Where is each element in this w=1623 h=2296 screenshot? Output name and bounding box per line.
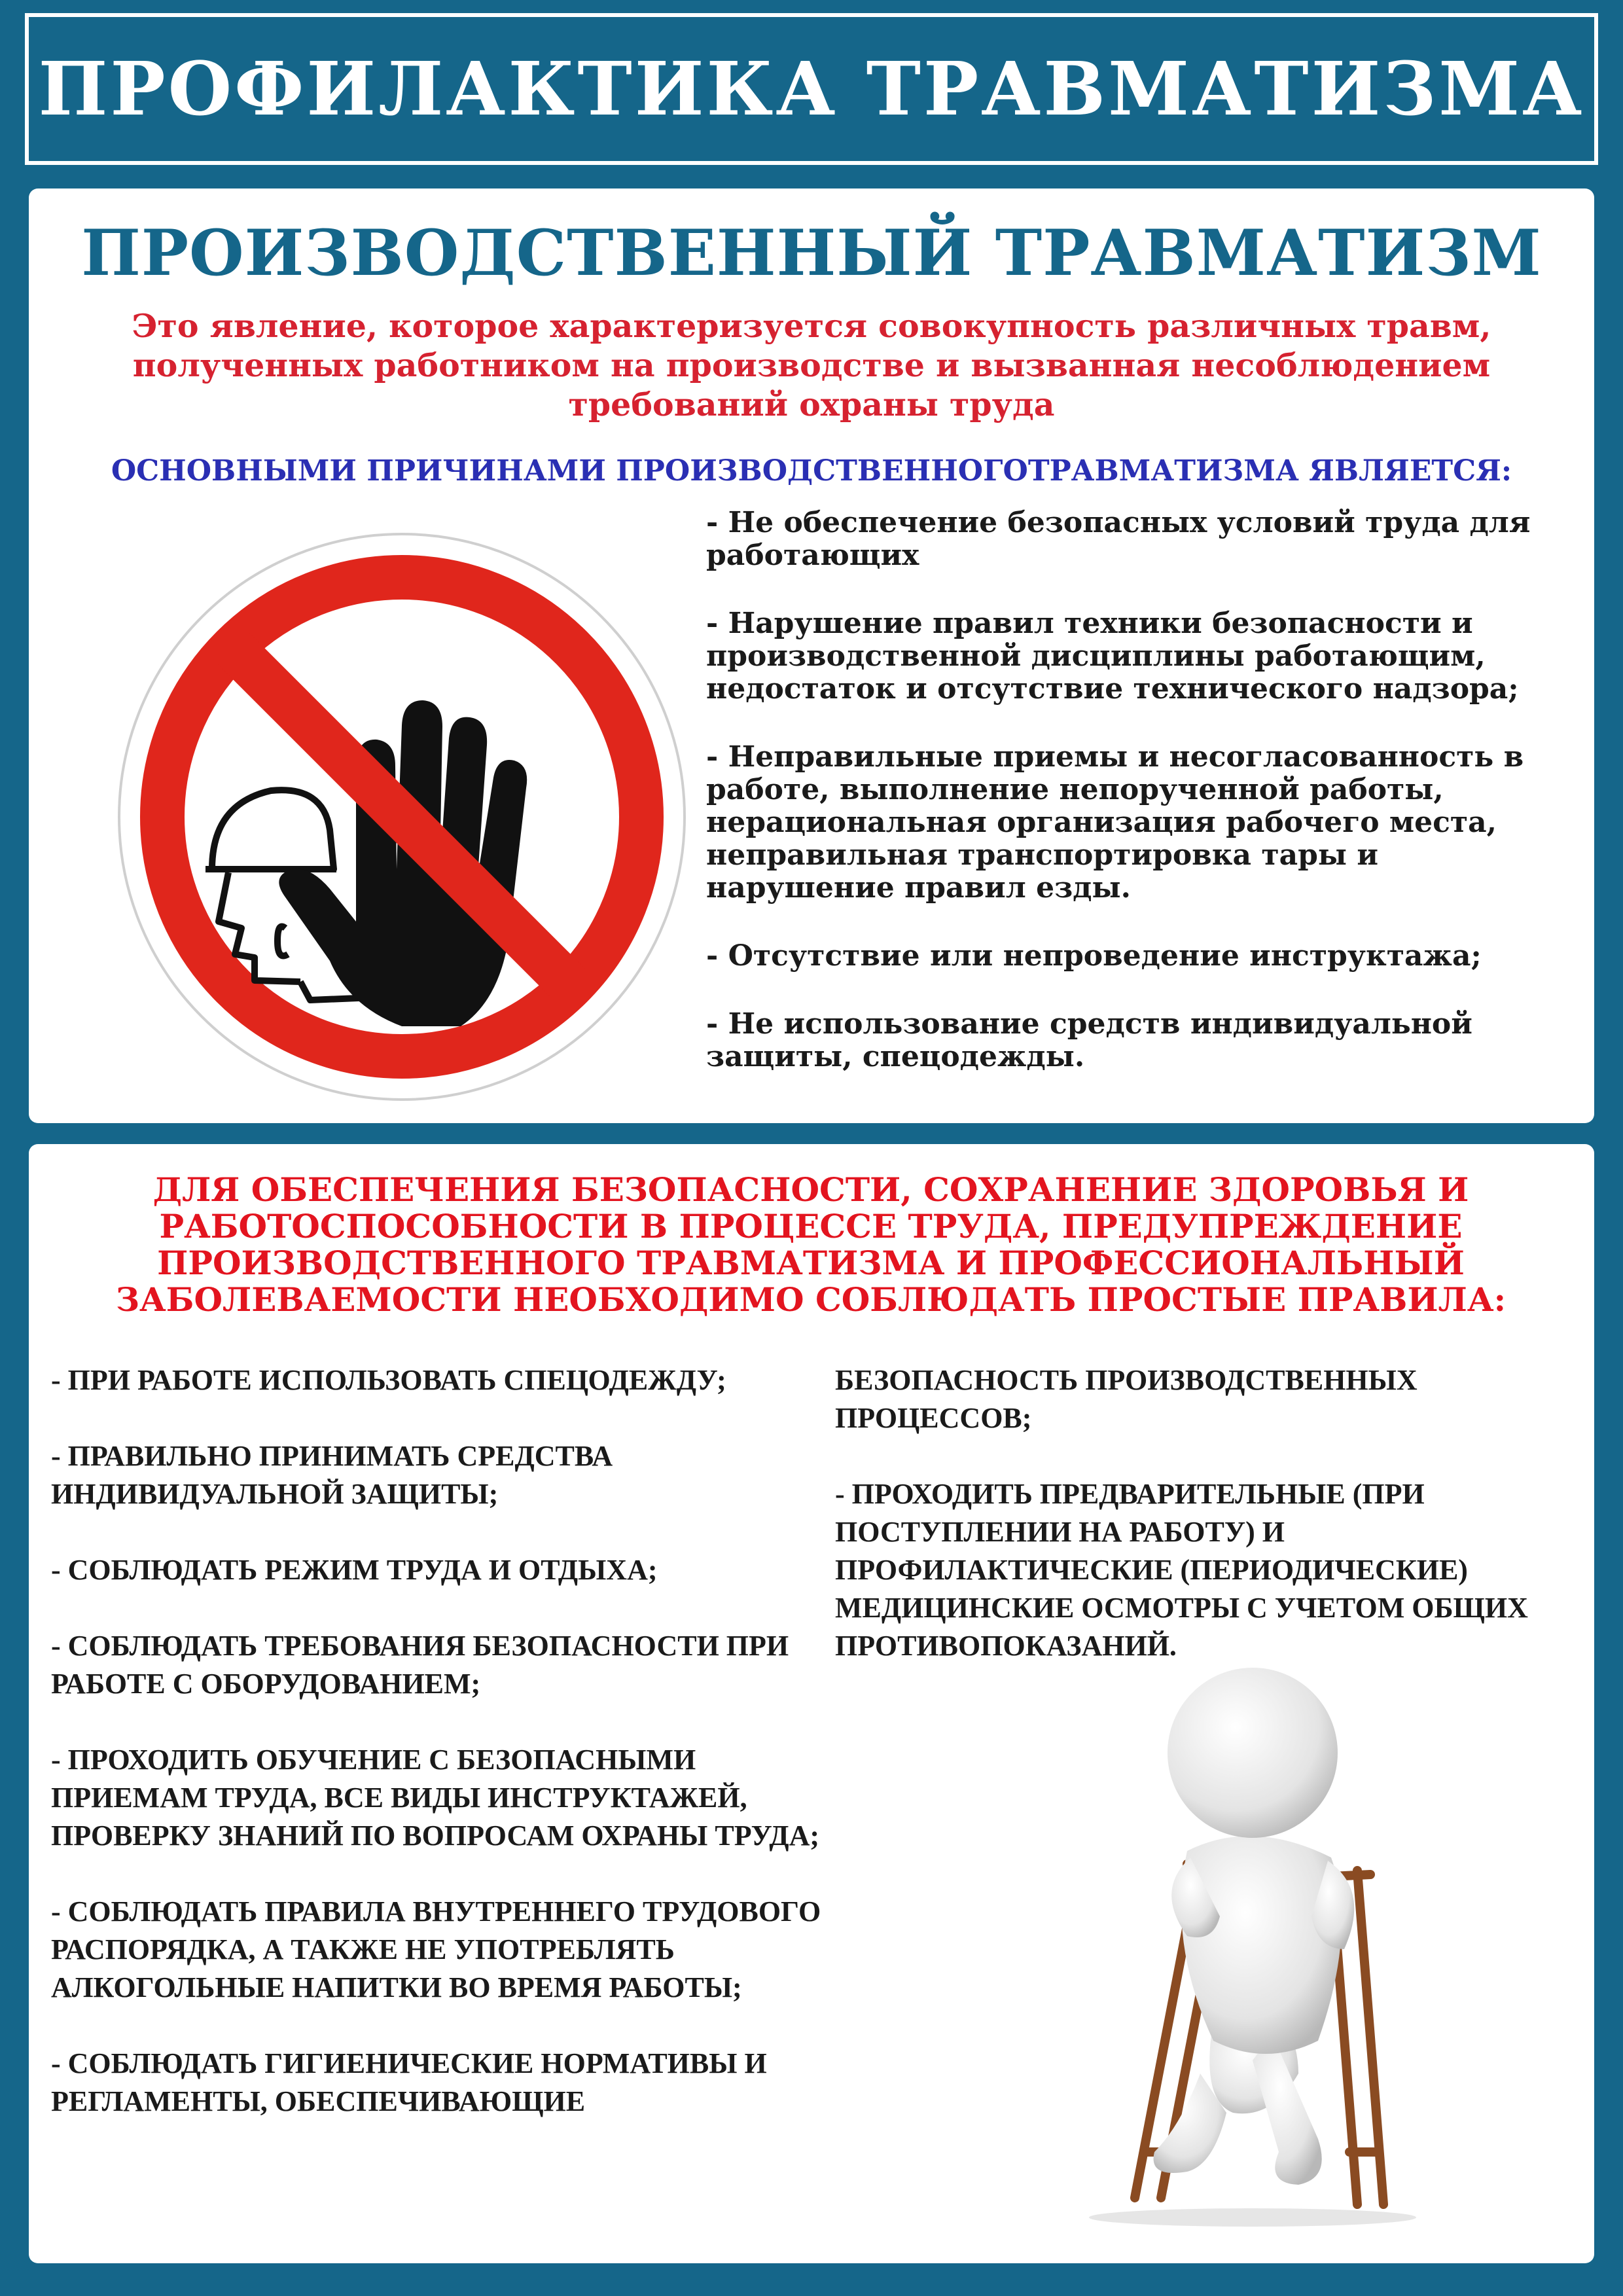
rule-item: - ПРОХОДИТЬ ПРЕДВАРИТЕЛЬНЫЕ (ПРИ ПОСТУПЛЕНИИ НА РАБОТУ) И ПРОФИЛАКТИЧЕСКИЕ (ПЕРИОДИЧЕСКИЕ) МЕДИЦИНСКИЕ ОСМОТРЫ С УЧЕТОМ ОБЩИХ ПРОТИВОПОКАЗАНИЙ. [835, 1478, 1528, 1662]
rule-item: БЕЗОПАСНОСТЬ ПРОИЗВОДСТВЕННЫХ ПРОЦЕССОВ; [835, 1364, 1418, 1434]
rule-item: - СОБЛЮДАТЬ ГИГИЕНИЧЕСКИЕ НОРМАТИВЫ И РЕГЛАМЕНТЫ, ОБЕСПЕЧИВАЮЩИЕ [51, 2047, 767, 2117]
definition-text: Это явление, которое характеризуется совокупность различных травм, полученных работником на производстве и вызванная несоблюдением требований охраны труда [132, 307, 1491, 423]
injury-definition-panel [29, 188, 1594, 1123]
cause-item: - Отсутствие или непроведение инструктажа; [706, 939, 1482, 973]
stop-hand-prohibition-icon [114, 529, 690, 1105]
causes-list [706, 507, 1557, 1109]
rules-list-right [835, 1361, 1575, 1703]
causes-heading: ОСНОВНЫМИ ПРИЧИНАМИ ПРОИЗВОДСТВЕННОГОТРАВМАТИЗМА ЯВЛЯЕТСЯ: [111, 454, 1512, 488]
rule-item: - ПРОХОДИТЬ ОБУЧЕНИЕ С БЕЗОПАСНЫМИ ПРИЕМАМ ТРУДА, ВСЕ ВИДЫ ИНСТРУКТАЖЕЙ, ПРОВЕРКУ ЗНАНИЙ ПО ВОПРОСАМ ОХРАНЫ ТРУДА; [51, 1744, 820, 1852]
rules-list-left [51, 1361, 856, 2159]
injured-figure-crutches-icon [991, 1655, 1527, 2231]
rule-item: - ПРАВИЛЬНО ПРИНИМАТЬ СРЕДСТВА ИНДИВИДУАЛЬНОЙ ЗАЩИТЫ; [51, 1440, 613, 1510]
poster-title: ПРОФИЛАКТИКА ТРАВМАТИЗМА [38, 46, 1585, 132]
rules-heading: ДЛЯ ОБЕСПЕЧЕНИЯ БЕЗОПАСНОСТИ, СОХРАНЕНИЕ ЗДОРОВЬЯ И РАБОТОСПОСОБНОСТИ В ПРОЦЕССЕ ТРУДА, ПРЕДУПРЕЖДЕНИЕ ПРОИЗВОДСТВЕННОГО ТРАВМАТИЗМА И ПРОФЕССИОНАЛЬНЫЙ ЗАБОЛЕВАЕМОСТИ НЕОБХОДИМО СОБЛЮДАТЬ ПРОСТЫЕ ПРАВИЛА: [115, 1170, 1507, 1319]
rule-item: - СОБЛЮДАТЬ ПРАВИЛА ВНУТРЕННЕГО ТРУДОВОГО РАСПОРЯДКА, А ТАКЖЕ НЕ УПОТРЕБЛЯТЬ АЛКОГОЛЬНЫЕ НАПИТКИ ВО ВРЕМЯ РАБОТЫ; [51, 1895, 821, 2003]
safety-rules-panel [29, 1144, 1594, 2263]
rule-item: - СОБЛЮДАТЬ ТРЕБОВАНИЯ БЕЗОПАСНОСТИ ПРИ РАБОТЕ С ОБОРУДОВАНИЕМ; [51, 1630, 789, 1700]
cause-item: - Не использование средств индивидуальной защиты, спецодежды. [706, 1007, 1472, 1073]
rule-item: - СОБЛЮДАТЬ РЕЖИМ ТРУДА И ОТДЫХА; [51, 1554, 658, 1586]
rule-item: - ПРИ РАБОТЕ ИСПОЛЬЗОВАТЬ СПЕЦОДЕЖДУ; [51, 1364, 726, 1396]
section-title: ПРОИЗВОДСТВЕННЫЙ ТРАВМАТИЗМ [81, 216, 1542, 290]
cause-item: - Не обеспечение безопасных условий труда для работающих [706, 506, 1531, 572]
poster-header [25, 13, 1598, 165]
cause-item: - Нарушение правил техники безопасности и производственной дисциплины работающим, недостаток и отсутствие технического надзора; [706, 607, 1519, 706]
cause-item: - Неправильные приемы и несогласованность в работе, выполнение непорученной работы, нерациональная организация рабочего места, неправильная транспортировка тары и нарушение правил езды. [706, 740, 1524, 905]
